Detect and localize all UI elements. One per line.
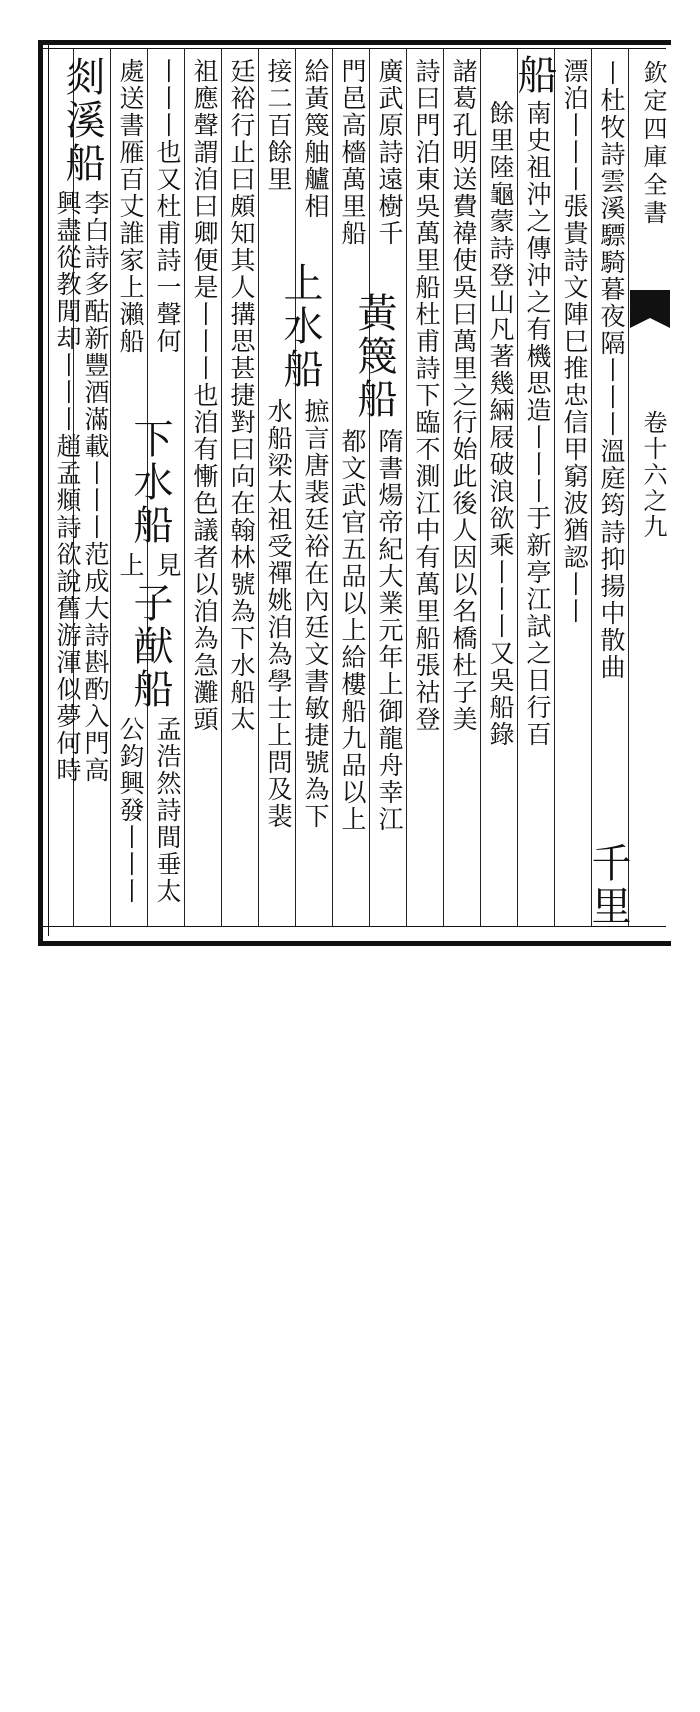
column-rule <box>480 48 481 926</box>
column-rule <box>332 48 333 926</box>
text-column-15 <box>80 190 110 1060</box>
column-text: 諸葛孔明送費禕使吳曰萬里之行始此後人因以名橋杜子美 <box>449 58 478 733</box>
heading-qianli <box>586 842 630 1712</box>
column-text: 南史祖沖之傳沖之有機思造丨丨丨于新亭江試之日行百 <box>523 100 552 748</box>
column-rule <box>406 48 407 926</box>
column-text: 詩曰門泊東吳萬里船杜甫詩下臨不測江中有萬里船張祜登 <box>412 58 441 733</box>
text-column-7b <box>374 428 404 1298</box>
juan-number: 卷十六之九 <box>639 410 667 540</box>
border-rule-top <box>38 48 666 49</box>
column-rule <box>591 48 592 926</box>
heading-text: 子猷船 <box>127 582 173 711</box>
column-text: 上 <box>116 552 145 579</box>
column-rule <box>628 48 629 926</box>
fishtail-mark <box>630 290 670 318</box>
heading-text: 千里 <box>585 842 631 928</box>
column-rule <box>110 48 111 926</box>
text-column-16 <box>52 190 82 1060</box>
book-title: 欽定四庫全書 <box>639 60 667 228</box>
column-rule <box>184 48 185 926</box>
column-text: 孟浩然詩間垂太 <box>153 716 182 905</box>
column-text: 餘里陸龜蒙詩登山凡著幾緉屐破浪欲乘丨丨丨又吳船錄 <box>486 100 515 748</box>
column-text: 丨杜牧詩雲溪驃騎暮夜隔丨丨丨溫庭筠詩抑揚中散曲 <box>597 60 626 681</box>
heading-text: 黃篾船 <box>351 292 397 421</box>
column-text: 廷裕行止曰頗知其人搆思甚捷對曰向在翰林號為下水船太 <box>227 58 256 733</box>
column-text: 見 <box>153 552 182 579</box>
text-column-13c <box>152 716 182 1586</box>
column-text: 水船梁太祖受禪姚洎為學士上問及裴 <box>264 398 293 830</box>
column-text: 給黃篾舳艫相 <box>301 58 330 220</box>
column-text: 都文武官五品以上給樓船九品以上 <box>338 428 367 833</box>
column-text: 丨丨丨也又杜甫詩一聲何 <box>153 58 182 355</box>
text-column-12 <box>189 58 219 928</box>
text-column-1 <box>596 60 626 930</box>
column-text: 隋書煬帝紀大業元年上御龍舟幸江 <box>375 428 404 833</box>
column-rule <box>258 48 259 926</box>
text-column-10b <box>263 398 293 1268</box>
heading-text: 下水船 <box>127 418 173 547</box>
column-text: 廣武原詩遠樹千 <box>375 58 404 247</box>
text-column-9b <box>300 398 330 1268</box>
column-text: 門邑高檣萬里船 <box>338 58 367 247</box>
text-column-6 <box>411 58 441 928</box>
text-column-4 <box>485 100 515 970</box>
border-rule-left <box>48 40 49 936</box>
text-column-3 <box>522 100 552 970</box>
text-column-5 <box>448 58 478 928</box>
text-column-14c <box>115 716 145 1586</box>
text-column-8b <box>337 428 367 1298</box>
column-text: 接二百餘里 <box>264 58 293 193</box>
column-text: 公鈞興發丨丨丨 <box>116 716 145 905</box>
column-text: 李白詩多酤新豐酒滿載丨丨丨范成大詩斟酌入門高 <box>81 190 110 784</box>
column-text: 祖應聲謂洎曰卿便是丨丨丨也洎有慚色議者以洎為急灘頭 <box>190 58 219 733</box>
heading-text: 上水船 <box>277 262 323 391</box>
text-column-11 <box>226 58 256 928</box>
heading-text: 剡溪船 <box>59 56 105 185</box>
text-column-2 <box>559 58 589 928</box>
column-rule <box>443 48 444 926</box>
column-text: 漂泊丨丨丨張貴詩文陣巳推忠信甲窮波猶認丨丨 <box>560 58 589 625</box>
column-rule <box>221 48 222 926</box>
column-text: 摭言唐裴廷裕在內廷文書敏捷號為下 <box>301 398 330 830</box>
column-text: 處送書雁百丈誰家上瀨船 <box>116 58 145 355</box>
heading-text: 船 <box>511 54 557 97</box>
column-text: 興盡從教閒却丨丨丨趙孟頫詩欲說舊游渾似夢何時 <box>53 190 82 784</box>
